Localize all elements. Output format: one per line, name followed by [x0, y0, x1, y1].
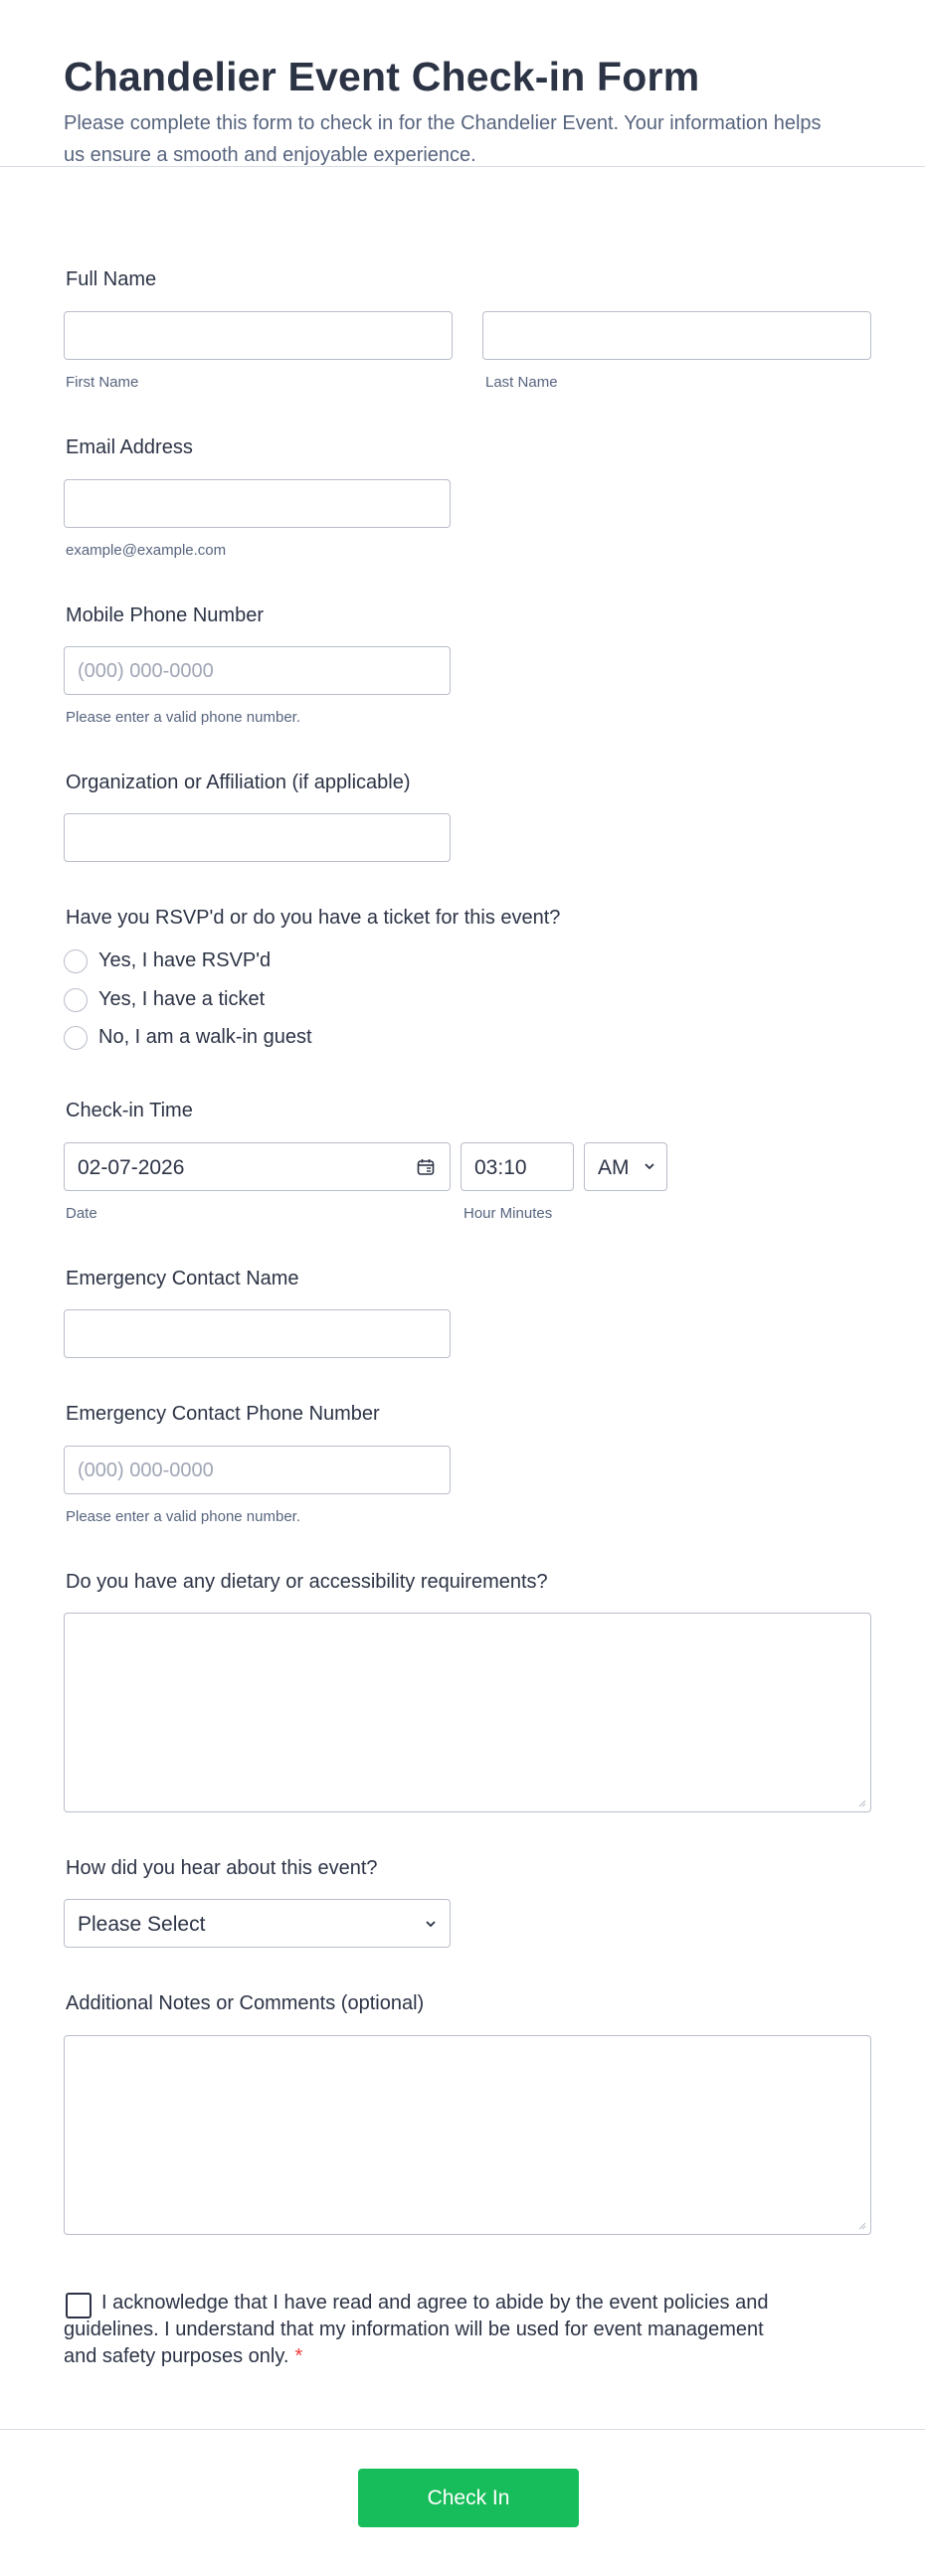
form-header — [0, 0, 925, 167]
ampm-select[interactable] — [584, 1142, 667, 1191]
footer-divider — [0, 2429, 925, 2430]
last-name-sublabel: Last Name — [485, 374, 558, 391]
emergency-phone-placeholder: (000) 000-0000 — [78, 1460, 214, 1481]
notes-label: Additional Notes or Comments (optional) — [66, 1992, 425, 2014]
email-field[interactable] — [64, 479, 451, 528]
hear-about-label: How did you hear about this event? — [66, 1857, 378, 1879]
required-mark: * — [294, 2345, 303, 2367]
radio-button[interactable] — [64, 988, 88, 1012]
radio-label: No, I am a walk-in guest — [98, 1026, 312, 1048]
date-sublabel: Date — [66, 1205, 97, 1222]
radio-button[interactable] — [64, 949, 88, 973]
email-label: Email Address — [66, 436, 193, 458]
acknowledge-label: I acknowledge that I have read and agree to abide by the event policies and guidelines. I understand that my information will be used for event management and safety purposes only. — [64, 2292, 769, 2367]
mobile-phone-sublabel: Please enter a valid phone number. — [66, 709, 300, 726]
requirements-label: Do you have any dietary or accessibility requirements? — [66, 1571, 548, 1593]
hear-about-selected: Please Select — [78, 1913, 206, 1936]
date-value: 02-07-2026 — [78, 1156, 185, 1179]
date-input[interactable] — [64, 1142, 451, 1191]
notes-textarea[interactable] — [64, 2035, 871, 2235]
ampm-value: AM — [598, 1156, 630, 1179]
emergency-name-label: Emergency Contact Name — [66, 1268, 299, 1289]
emergency-name-input[interactable] — [64, 1309, 451, 1358]
rsvp-question-label: Have you RSVP'd or do you have a ticket for this event? — [66, 907, 561, 929]
mobile-phone-input[interactable] — [64, 646, 451, 695]
calendar-icon[interactable] — [416, 1157, 436, 1177]
mobile-phone-placeholder: (000) 000-0000 — [78, 660, 214, 682]
email-sublabel: example@example.com — [66, 542, 227, 559]
full-name-label: Full Name — [66, 268, 157, 290]
first-name-sublabel: First Name — [66, 374, 139, 391]
emergency-phone-input[interactable] — [64, 1446, 451, 1494]
organization-input[interactable] — [64, 813, 451, 862]
resize-handle-icon[interactable] — [858, 1800, 866, 1807]
organization-label: Organization or Affiliation (if applicable) — [66, 772, 411, 793]
radio-label: Yes, I have RSVP'd — [98, 949, 272, 971]
acknowledge-text — [64, 2290, 790, 2370]
page-subtitle: Please complete this form to check in for the Chandelier Event. Your information helps us ensure a smooth and enjoyable experience. — [64, 112, 822, 166]
time-sublabel: Hour Minutes — [463, 1205, 553, 1222]
check-in-button[interactable]: Check In — [358, 2469, 579, 2527]
checkin-time-label: Check-in Time — [66, 1100, 193, 1121]
time-value: 03:10 — [474, 1156, 527, 1179]
mobile-phone-label: Mobile Phone Number — [66, 604, 264, 626]
hear-about-select[interactable] — [64, 1899, 451, 1948]
radio-button[interactable] — [64, 1026, 88, 1050]
chevron-down-icon — [643, 1159, 656, 1178]
radio-label: Yes, I have a ticket — [98, 988, 266, 1010]
emergency-phone-sublabel: Please enter a valid phone number. — [66, 1508, 300, 1525]
chevron-down-icon — [424, 1917, 438, 1936]
first-name-input[interactable] — [64, 311, 453, 360]
emergency-phone-label: Emergency Contact Phone Number — [66, 1403, 380, 1425]
time-input[interactable] — [461, 1142, 574, 1191]
page-title: Chandelier Event Check-in Form — [64, 54, 700, 99]
requirements-textarea[interactable] — [64, 1613, 871, 1812]
resize-handle-icon[interactable] — [858, 2222, 866, 2230]
last-name-input[interactable] — [482, 311, 871, 360]
